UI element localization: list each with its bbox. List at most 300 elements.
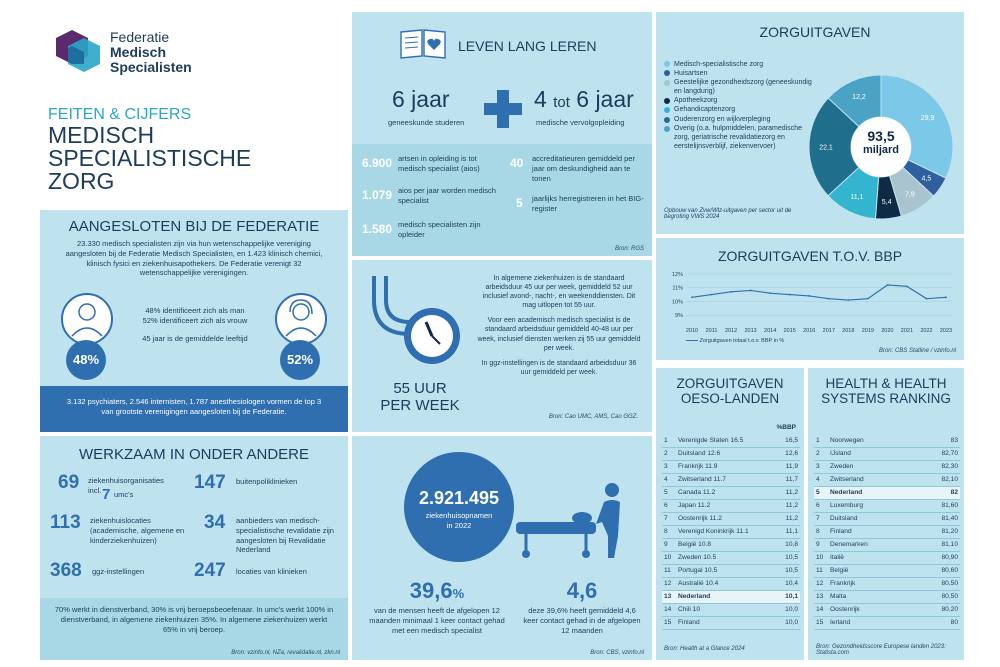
bbp-legend bbox=[686, 338, 784, 344]
rank-cell: 1 bbox=[662, 434, 676, 447]
legend-label-5: Gehandicaptenzorg bbox=[674, 106, 736, 114]
rank-cell: 11 bbox=[814, 564, 828, 577]
value-cell: 10,0 bbox=[777, 603, 800, 616]
rank-cell: 9 bbox=[814, 538, 828, 551]
table-row bbox=[662, 525, 800, 538]
rank-cell: 13 bbox=[662, 590, 676, 603]
leren-stat-num-5: 5 bbox=[516, 196, 523, 210]
leren-stat-num-1: 6.900 bbox=[362, 156, 393, 170]
rank-cell: 13 bbox=[814, 590, 828, 603]
uur-text bbox=[476, 274, 642, 377]
name-cell: Chili 10 bbox=[676, 603, 777, 616]
ranking-source2: Statista.com bbox=[816, 650, 850, 656]
data-point bbox=[711, 294, 713, 296]
aangesloten-intro: 23.330 medisch specialisten zijn via hun wetenschappelijke vereniging aangesloten bij de Federatie Medisch Specialisten, en 1.423 klinisch chemici, klinisch fysici en ziekenhuisapothekers. De Federatie verenigt 32 wetenschappelijke verenigingen. bbox=[65, 239, 323, 278]
bbp-panel bbox=[656, 238, 964, 360]
werkzaam-text-3: ziekenhuislocaties (academische, algemene en kinderziekenhuizen) bbox=[90, 516, 185, 545]
leren-stat-text-4: accreditatieuren gemiddeld per jaar om deskundigheid aan te tonen bbox=[532, 154, 635, 183]
opnamen-stat2 bbox=[520, 578, 644, 635]
name-cell: IJsland bbox=[828, 447, 917, 460]
name-cell: Oostenrijk bbox=[828, 603, 917, 616]
table-row bbox=[814, 616, 960, 629]
table-row bbox=[814, 460, 960, 473]
ranking-source1: Bron: Gezondheidsscore Europese landen 2023: bbox=[816, 644, 946, 650]
table-row bbox=[662, 590, 800, 603]
werkzaam-item-2 bbox=[194, 472, 344, 494]
name-cell: Nederland bbox=[676, 590, 777, 603]
table-row bbox=[662, 486, 800, 499]
legend-dot bbox=[664, 61, 670, 67]
opnamen-s1-text: van de mensen heeft de afgelopen 12 maanden minimaal 1 keer contact gehad met een medisch specialist bbox=[369, 606, 505, 635]
name-cell: Verenigd Koninkrijk 11.1 bbox=[676, 525, 777, 538]
rank-cell: 9 bbox=[662, 538, 676, 551]
value-cell: 11,1 bbox=[777, 525, 800, 538]
rank-cell: 10 bbox=[814, 551, 828, 564]
pie-slice-label: 22,1 bbox=[819, 144, 833, 152]
name-cell: Zwitserland 11.7 bbox=[676, 473, 777, 486]
aangesloten-panel bbox=[40, 210, 348, 432]
value-cell: 11,2 bbox=[777, 499, 800, 512]
x-tick-label: 2019 bbox=[861, 328, 874, 334]
name-cell: Japan 11.2 bbox=[676, 499, 777, 512]
rank-cell: 7 bbox=[662, 512, 676, 525]
title-line2: SPECIALISTISCHE bbox=[48, 145, 252, 171]
rank-cell: 2 bbox=[814, 447, 828, 460]
rank-cell: 12 bbox=[662, 577, 676, 590]
uur-big1: 55 UUR bbox=[393, 380, 447, 397]
opnamen-s1-unit: % bbox=[452, 586, 465, 601]
werkzaam-text-4: aanbieders van medisch-specialistische revalidatie zijn aangesloten bij Revalidatie Nederland bbox=[236, 516, 334, 555]
oeso-panel bbox=[656, 368, 804, 660]
table-row bbox=[814, 603, 960, 616]
werkzaam-source: Bron: vzinfo.nl, NZa, revalidatie.nl, zkn.nl bbox=[231, 650, 340, 656]
pie-slice-label: 12,2 bbox=[852, 94, 866, 102]
name-cell: Canada 11.2 bbox=[676, 486, 777, 499]
book-heart-icon bbox=[398, 26, 448, 60]
table-row bbox=[814, 551, 960, 564]
rank-cell: 6 bbox=[814, 499, 828, 512]
name-cell: Portugal 10.5 bbox=[676, 564, 777, 577]
werkzaam-num-4: 34 bbox=[204, 512, 226, 533]
data-point bbox=[730, 291, 732, 293]
stethoscope-clock-icon bbox=[366, 270, 466, 370]
data-point bbox=[769, 292, 771, 294]
legend-dot bbox=[664, 107, 670, 113]
rank-cell: 6 bbox=[662, 499, 676, 512]
table-row bbox=[814, 525, 960, 538]
leren-stat-text-2: aios per jaar worden medisch specialist bbox=[398, 186, 496, 205]
value-cell: 80 bbox=[917, 616, 961, 629]
value-cell: 83 bbox=[917, 434, 961, 447]
page-title bbox=[48, 124, 251, 193]
ranking-title bbox=[808, 376, 964, 406]
leren-stat-num-3: 1.580 bbox=[362, 222, 393, 236]
x-tick-label: 2013 bbox=[744, 328, 757, 334]
value-cell: 81,60 bbox=[917, 499, 961, 512]
value-cell: 81,10 bbox=[917, 538, 961, 551]
leren-b-big bbox=[534, 86, 634, 113]
name-cell: België bbox=[828, 564, 917, 577]
leren-stat-2 bbox=[362, 186, 502, 204]
table-row bbox=[814, 473, 960, 486]
bbp-legend-text: Zorguitgaven totaal t.o.v. BBP in % bbox=[699, 338, 785, 344]
y-tick-label: 10% bbox=[671, 299, 683, 306]
ranking-title1: HEALTH & HEALTH bbox=[825, 376, 947, 391]
kicker: FEITEN & CIJFERS bbox=[48, 106, 192, 123]
rank-cell: 1 bbox=[814, 434, 828, 447]
leren-title: LEVEN LANG LEREN bbox=[458, 38, 597, 54]
legend-item-7 bbox=[664, 124, 814, 151]
data-point bbox=[789, 294, 791, 296]
leren-b-big2: 6 jaar bbox=[576, 86, 634, 112]
ranking-title2: SYSTEMS RANKING bbox=[821, 391, 951, 406]
werkzaam-title: WERKZAAM IN ONDER ANDERE bbox=[78, 446, 310, 463]
uur-source: Bron: Cao UMC, AMS, Cao GGZ. bbox=[548, 414, 638, 420]
table-row bbox=[814, 499, 960, 512]
data-point bbox=[906, 285, 908, 287]
name-cell: Verenigde Staten 16.5 bbox=[676, 434, 777, 447]
bbp-title: ZORGUITGAVEN T.O.V. BBP bbox=[717, 248, 903, 264]
value-cell: 11,7 bbox=[777, 473, 800, 486]
table-row bbox=[662, 564, 800, 577]
zorguitgaven-title: ZORGUITGAVEN bbox=[759, 24, 871, 40]
legend-label-3: Geestelijke gezondheidszorg (geneeskundig en langdurig) bbox=[674, 79, 812, 96]
data-point bbox=[945, 296, 947, 298]
x-tick-label: 2020 bbox=[881, 328, 894, 334]
zorguitgaven-legend bbox=[664, 60, 814, 151]
werkzaam-item-4 bbox=[204, 512, 344, 555]
werkzaam-extra-text: umc's bbox=[114, 490, 134, 499]
logo-line3: Specialisten bbox=[110, 59, 192, 75]
werkzaam-text-2: buitenpoliklinieken bbox=[236, 477, 298, 486]
table-row bbox=[662, 538, 800, 551]
table-row bbox=[662, 512, 800, 525]
legend-item-4 bbox=[664, 96, 814, 105]
werkzaam-text-6: locaties van klinieken bbox=[236, 567, 307, 576]
uur-p1: In algemene ziekenhuizen is de standaard arbeidsduur 45 uur per week, gemiddeld 52 uur inclusief avond-, nacht-, en weekenddiensten. Dit mag uitlopen tot 55 uur. bbox=[482, 275, 636, 310]
leren-b-big1: 4 bbox=[534, 86, 547, 112]
table-row bbox=[814, 486, 960, 499]
y-tick-label: 11% bbox=[672, 285, 683, 292]
legend-dot bbox=[664, 70, 670, 76]
value-cell: 16,5 bbox=[777, 434, 800, 447]
rank-cell: 3 bbox=[662, 460, 676, 473]
y-tick-label: 9% bbox=[675, 313, 683, 320]
oeso-title bbox=[656, 376, 804, 406]
table-row bbox=[814, 434, 960, 447]
legend-dot bbox=[664, 117, 670, 123]
table-row bbox=[662, 577, 800, 590]
werkzaam-num-1: 69 bbox=[58, 472, 80, 493]
name-cell: Luxemburg bbox=[828, 499, 917, 512]
leren-a-big: 6 jaar bbox=[392, 86, 450, 112]
data-point bbox=[691, 296, 693, 298]
table-row bbox=[662, 460, 800, 473]
data-point bbox=[828, 298, 830, 300]
x-tick-label: 2010 bbox=[685, 328, 699, 334]
werkzaam-num-6: 247 bbox=[194, 560, 226, 581]
rank-cell: 8 bbox=[662, 525, 676, 538]
pie-total bbox=[856, 128, 906, 156]
name-cell: Oostenrijk 11.2 bbox=[676, 512, 777, 525]
name-cell: Duitsland bbox=[828, 512, 917, 525]
table-row bbox=[662, 551, 800, 564]
name-cell: Frankrijk bbox=[828, 577, 917, 590]
value-cell: 82 bbox=[917, 486, 961, 499]
x-tick-label: 2017 bbox=[822, 328, 835, 334]
legend-dot bbox=[664, 98, 670, 104]
zorguitgaven-note: Opbouw van Zvw/Wlz-uitgaven per sector uit de begroting VWS 2024 bbox=[664, 208, 792, 220]
leren-stats bbox=[352, 144, 652, 256]
pie-slice-label: 7,9 bbox=[905, 191, 915, 199]
legend-dot bbox=[664, 126, 670, 132]
data-point bbox=[750, 290, 752, 292]
x-tick-label: 2014 bbox=[764, 328, 777, 334]
opnamen-stat1 bbox=[362, 578, 512, 635]
gender-line1: 48% identificeert zich als man bbox=[145, 306, 245, 315]
table-row bbox=[662, 447, 800, 460]
legend-item-2 bbox=[664, 69, 814, 78]
rank-cell: 15 bbox=[662, 616, 676, 629]
table-row bbox=[662, 616, 800, 629]
value-cell: 10,5 bbox=[777, 564, 800, 577]
name-cell: Zwitserland bbox=[828, 473, 917, 486]
name-cell: Malta bbox=[828, 590, 917, 603]
legend-item-6 bbox=[664, 115, 814, 124]
aangesloten-bottom bbox=[40, 386, 348, 432]
value-cell: 10,0 bbox=[777, 616, 800, 629]
table-row bbox=[814, 512, 960, 525]
value-cell: 11,9 bbox=[777, 460, 800, 473]
oeso-source: Bron: Health at a Glance 2024 bbox=[664, 646, 745, 652]
table-row bbox=[814, 564, 960, 577]
x-tick-label: 2011 bbox=[705, 328, 718, 334]
legend-label-7: Overig (o.a. hulpmiddelen, paramedische zorg, geriatrische revalidatiezorg en eerstelijnsverblijf, ziekenvervoer) bbox=[674, 124, 803, 150]
table-row bbox=[662, 473, 800, 486]
value-cell: 80,20 bbox=[917, 603, 961, 616]
logo-line1: Federatie bbox=[110, 29, 170, 45]
hospital-bed-icon bbox=[512, 478, 632, 562]
table-row bbox=[814, 577, 960, 590]
leren-stat-num-4: 40 bbox=[510, 156, 524, 170]
opnamen-sub1: ziekenhuisopnamen bbox=[425, 511, 493, 520]
leren-stat-5 bbox=[516, 194, 650, 212]
table-row bbox=[814, 590, 960, 603]
man-pct-badge: 48% bbox=[66, 340, 106, 380]
rank-cell: 11 bbox=[662, 564, 676, 577]
bbp-legend-line bbox=[686, 340, 698, 341]
name-cell: Finland bbox=[828, 525, 917, 538]
value-cell: 11,2 bbox=[777, 486, 800, 499]
rank-cell: 4 bbox=[662, 473, 676, 486]
oeso-col-header: %BBP bbox=[776, 424, 796, 431]
header-area bbox=[40, 12, 340, 202]
name-cell: Australië 10.4 bbox=[676, 577, 777, 590]
pie-slice-label: 29,9 bbox=[920, 115, 935, 123]
gender-stats bbox=[120, 306, 270, 343]
female-doctor-icon bbox=[274, 292, 328, 346]
pie-total-unit: miljard bbox=[862, 144, 900, 156]
value-cell: 82,10 bbox=[917, 473, 961, 486]
x-tick-label: 2016 bbox=[803, 328, 816, 334]
zorguitgaven-panel bbox=[656, 12, 964, 234]
value-cell: 10,4 bbox=[777, 577, 800, 590]
leren-a-sub: geneeskunde studeren bbox=[388, 118, 465, 127]
werkzaam-num-5: 368 bbox=[50, 560, 82, 581]
bbp-source: Bron: CBS Statline / vzinfo.nl bbox=[878, 348, 956, 354]
gender-line3: 45 jaar is de gemiddelde leeftijd bbox=[142, 333, 248, 343]
value-cell: 10,8 bbox=[777, 538, 800, 551]
werkzaam-text-5: ggz-instellingen bbox=[92, 567, 145, 576]
leren-b-sub: medische vervolgopleiding bbox=[536, 118, 625, 127]
data-point bbox=[886, 284, 888, 286]
werkzaam-bottom-text: 70% werkt in dienstverband, 30% is vrij beroepsbeoefenaar. In umc's werkt 100% in dienstverband, in algemene ziekenhuizen 35%. In algemene ziekenhuizen werkt 65% in vrij beroep. bbox=[54, 605, 334, 634]
leren-stat-1 bbox=[362, 154, 502, 172]
title-line1: MEDISCH bbox=[48, 122, 155, 148]
rank-cell: 7 bbox=[814, 512, 828, 525]
legend-item-1 bbox=[664, 60, 814, 69]
aangesloten-bottom-text: 3.132 psychiaters, 2.546 internisten, 1.787 anesthesiologen vormen de top 3 van grootste verenigingen aangesloten bij de Federatie. bbox=[66, 397, 322, 416]
opnamen-num: 2.921.495 bbox=[418, 488, 500, 508]
werkzaam-item-1 bbox=[58, 472, 188, 503]
legend-item-5 bbox=[664, 105, 814, 114]
werkzaam-num-2: 147 bbox=[194, 472, 226, 493]
y-tick-label: 12% bbox=[671, 272, 683, 278]
rank-cell: 4 bbox=[814, 473, 828, 486]
series-line bbox=[692, 285, 946, 300]
value-cell: 12,6 bbox=[777, 447, 800, 460]
legend-label-2: Huisartsen bbox=[674, 70, 708, 78]
uur-big2: PER WEEK bbox=[380, 397, 460, 414]
data-point bbox=[867, 298, 869, 300]
legend-label-4: Apotheekzorg bbox=[674, 97, 718, 105]
value-cell: 80,90 bbox=[917, 551, 961, 564]
ranking-source bbox=[816, 644, 946, 656]
oeso-table bbox=[662, 434, 800, 630]
name-cell: Zweden 10.5 bbox=[676, 551, 777, 564]
value-cell: 80,50 bbox=[917, 577, 961, 590]
value-cell: 11,2 bbox=[777, 512, 800, 525]
title-line3: ZORG bbox=[48, 168, 115, 194]
gender-line2: 52% identificeert zich als vrouw bbox=[142, 315, 248, 325]
leren-stat-num-2: 1.079 bbox=[362, 188, 393, 202]
x-tick-label: 2021 bbox=[900, 328, 914, 334]
uur-big bbox=[374, 380, 466, 414]
rank-cell: 15 bbox=[814, 616, 828, 629]
uur-p3: In ggz-instellingen is de standaard arbeidsduur 36 uur gemiddeld per week. bbox=[481, 359, 637, 376]
vrouw-pct-badge: 52% bbox=[280, 340, 320, 380]
table-row bbox=[814, 538, 960, 551]
name-cell: Frankrijk 11.9 bbox=[676, 460, 777, 473]
ranking-table bbox=[814, 434, 960, 630]
name-cell: Ierland bbox=[828, 616, 917, 629]
value-cell: 10,5 bbox=[777, 551, 800, 564]
value-cell: 81,40 bbox=[917, 512, 961, 525]
plus-icon bbox=[484, 90, 522, 128]
data-point bbox=[847, 299, 849, 301]
opnamen-sub2: in 2022 bbox=[446, 520, 472, 530]
table-row bbox=[662, 603, 800, 616]
aangesloten-title: AANGESLOTEN BIJ DE FEDERATIE bbox=[68, 218, 320, 235]
value-cell: 80,60 bbox=[917, 564, 961, 577]
rank-cell: 3 bbox=[814, 460, 828, 473]
rank-cell: 14 bbox=[814, 603, 828, 616]
pie-slice-label: 11,1 bbox=[850, 193, 864, 201]
data-point bbox=[808, 295, 810, 297]
leren-stat-text-5: jaarlijks herregistreren in het BIG-register bbox=[532, 194, 644, 213]
uur-p2: Voor een academisch medisch specialist is de standaard arbeidsduur gemiddeld 40-48 uur per week, inclusief diensten werken zij 55 uur gemiddeld per week. bbox=[477, 317, 641, 352]
legend-dot bbox=[664, 80, 670, 86]
opnamen-s1-num: 39,6 bbox=[409, 578, 453, 603]
rank-cell: 12 bbox=[814, 577, 828, 590]
name-cell: Duitsland 12.6 bbox=[676, 447, 777, 460]
table-row bbox=[662, 499, 800, 512]
name-cell: Finland bbox=[676, 616, 777, 629]
name-cell: Zweden bbox=[828, 460, 917, 473]
value-cell: 80,50 bbox=[917, 590, 961, 603]
leren-stat-text-1: artsen in opleiding is tot medisch specialist (aios) bbox=[398, 154, 480, 173]
value-cell: 82,30 bbox=[917, 460, 961, 473]
legend-label-6: Ouderenzorg en wijkverpleging bbox=[674, 115, 771, 123]
ranking-panel bbox=[808, 368, 964, 660]
table-row bbox=[814, 447, 960, 460]
x-tick-label: 2015 bbox=[783, 328, 796, 334]
x-tick-label: 2012 bbox=[724, 328, 738, 334]
werkzaam-panel bbox=[40, 436, 348, 660]
rank-cell: 5 bbox=[662, 486, 676, 499]
x-tick-label: 2018 bbox=[842, 328, 855, 334]
leren-stat-3 bbox=[362, 220, 502, 238]
rank-cell: 14 bbox=[662, 603, 676, 616]
rank-cell: 5 bbox=[814, 486, 828, 499]
x-tick-label: 2022 bbox=[920, 328, 933, 334]
value-cell: 82,70 bbox=[917, 447, 961, 460]
opnamen-s2-num: 4,6 bbox=[566, 578, 598, 603]
rank-cell: 2 bbox=[662, 447, 676, 460]
rank-cell: 8 bbox=[814, 525, 828, 538]
werkzaam-item-5 bbox=[50, 560, 190, 582]
male-doctor-icon bbox=[60, 292, 114, 346]
table-row bbox=[662, 434, 800, 447]
rank-cell: 10 bbox=[662, 551, 676, 564]
x-tick-label: 2023 bbox=[939, 328, 953, 334]
name-cell: Italië bbox=[828, 551, 917, 564]
uur-panel bbox=[352, 260, 652, 432]
pie-slice-label: 4,5 bbox=[921, 175, 932, 183]
data-point bbox=[926, 298, 928, 300]
opnamen-s2-text: deze 39,6% heeft gemiddeld 4,6 keer contact gehad in de afgelopen 12 maanden bbox=[523, 606, 641, 635]
name-cell: Noorwegen bbox=[828, 434, 917, 447]
logo-icon bbox=[54, 28, 104, 76]
oeso-title1: ZORGUITGAVEN bbox=[676, 376, 784, 391]
opnamen-panel bbox=[352, 436, 652, 660]
legend-label-1: Medisch-specialistische zorg bbox=[674, 61, 764, 68]
opnamen-circle bbox=[404, 452, 514, 562]
logo-line2: Medisch bbox=[110, 44, 167, 60]
werkzaam-text-1: ziekenhuisorganisaties incl. bbox=[88, 476, 164, 495]
value-cell: 81,20 bbox=[917, 525, 961, 538]
oeso-title2: OESO-LANDEN bbox=[680, 391, 780, 406]
legend-item-3 bbox=[664, 78, 814, 96]
leren-stat-4 bbox=[510, 154, 650, 183]
werkzaam-bottom bbox=[40, 598, 348, 660]
leren-panel bbox=[352, 12, 652, 256]
value-cell: 10,1 bbox=[777, 590, 800, 603]
werkzaam-item-3 bbox=[50, 512, 190, 545]
name-cell: Denemarken bbox=[828, 538, 917, 551]
leren-stat-text-3: medisch specialisten zijn opleider bbox=[398, 220, 481, 239]
werkzaam-extra-num: 7 bbox=[102, 486, 111, 503]
